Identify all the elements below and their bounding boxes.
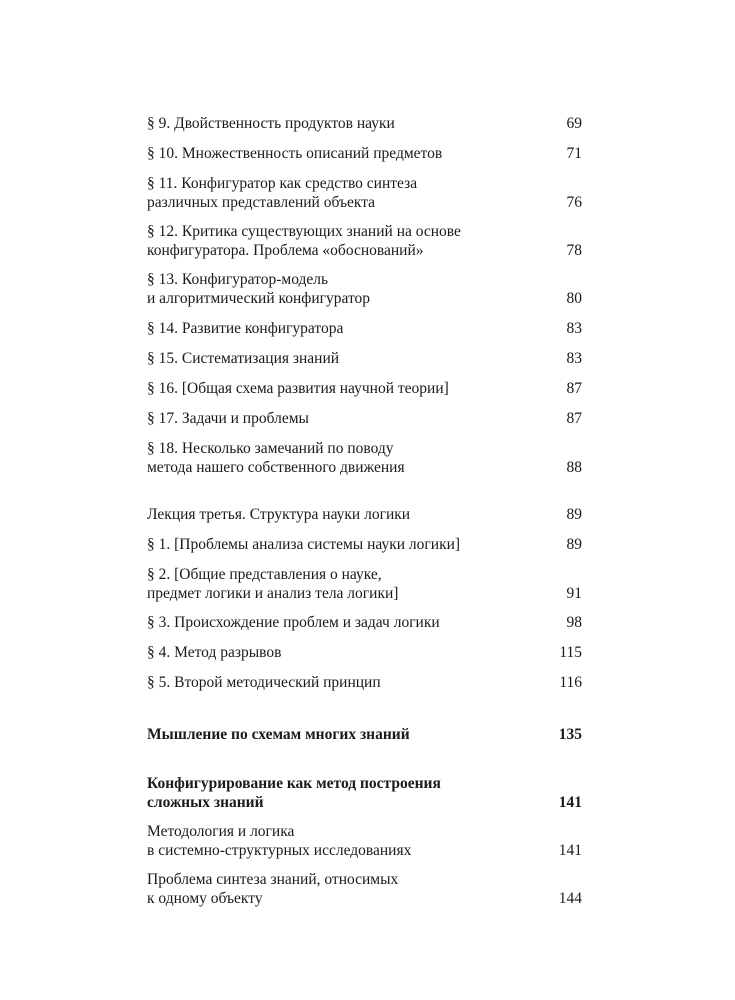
toc-entry (147, 565, 582, 603)
toc-entry-title: Мышление по схемам многих знаний (147, 726, 410, 743)
toc-section-entry (147, 725, 582, 744)
toc-entry (147, 174, 582, 212)
toc-entry-title: Проблема синтеза знаний, относимых (147, 871, 399, 888)
toc-entry-title: Методология и логика (147, 823, 295, 840)
toc-entry-title: § 16. [Общая схема развития научной теории] (147, 380, 449, 397)
toc-entry-title: § 9. Двойственность продуктов науки (147, 115, 395, 132)
toc-entry-page: 116 (559, 674, 582, 691)
toc-entry-title: § 17. Задачи и проблемы (147, 410, 309, 427)
toc-entry (147, 222, 582, 260)
toc-entry-page: 88 (566, 459, 582, 476)
toc-entry-title: различных представлений объекта (147, 194, 376, 211)
toc-entry-title: § 11. Конфигуратор как средство синтеза (147, 175, 418, 192)
toc-entry (147, 349, 582, 368)
toc-entry (147, 643, 582, 662)
toc-entry (147, 870, 582, 908)
toc-entry-title: сложных знаний (147, 794, 264, 811)
toc-entry-title: § 14. Развитие конфигуратора (147, 320, 344, 337)
toc-entry-page: 89 (566, 536, 582, 553)
toc-entry-title: и алгоритмический конфигуратор (147, 290, 371, 307)
toc-entry (147, 822, 582, 860)
toc-entry-page: 98 (566, 614, 582, 631)
toc-entry-page: 89 (566, 506, 582, 523)
toc-entry-title: к одному объекту (147, 890, 263, 907)
toc-section-entry (147, 774, 582, 812)
toc-entry-page: 87 (566, 380, 582, 397)
toc-entry-page: 141 (558, 794, 582, 811)
toc-entry-page: 69 (566, 115, 582, 132)
toc-entry-page: 115 (559, 644, 582, 661)
toc-entry (147, 270, 582, 308)
toc-entry-title: конфигуратора. Проблема «обоснований» (147, 242, 424, 259)
toc-entry-page: 80 (566, 290, 582, 307)
toc-entry (147, 144, 582, 163)
toc-entry-page: 78 (566, 242, 582, 259)
toc-entry-page: 87 (566, 410, 582, 427)
toc-entry-page: 83 (566, 320, 582, 337)
toc-entry-page: 83 (566, 350, 582, 367)
toc-entry-title: Лекция третья. Структура науки логики (147, 506, 411, 523)
toc-entry-title: § 4. Метод разрывов (147, 644, 282, 661)
toc-entry-title: в системно-структурных исследованиях (147, 842, 412, 859)
toc-entry (147, 535, 582, 554)
toc-entry (147, 613, 582, 632)
toc-entry-page: 135 (558, 726, 582, 743)
toc-entry-page: 144 (558, 890, 582, 907)
toc-entry (147, 439, 582, 477)
toc-entry (147, 114, 582, 133)
toc-entry-page: 141 (558, 842, 582, 859)
toc-entry-page: 71 (566, 145, 582, 162)
toc-entry-title: § 12. Критика существующих знаний на основе (147, 223, 461, 240)
toc-entry-title: § 1. [Проблемы анализа системы науки логики] (147, 536, 461, 553)
toc-entry-title: метода нашего собственного движения (147, 459, 405, 476)
toc-entry (147, 505, 582, 524)
toc-entry-page: 76 (566, 194, 582, 211)
toc-entry-title: § 2. [Общие представления о науке, (147, 566, 382, 583)
table-of-contents (147, 114, 582, 908)
toc-entry (147, 379, 582, 398)
toc-entry-title: § 13. Конфигуратор-модель (147, 271, 329, 288)
toc-entry-title: предмет логики и анализ тела логики] (147, 585, 399, 602)
toc-entry-page: 91 (566, 585, 582, 602)
toc-entry-title: § 15. Систематизация знаний (147, 350, 340, 367)
toc-entry-title: § 3. Происхождение проблем и задач логики (147, 614, 440, 631)
toc-entry-title: Конфигурирование как метод построения (147, 775, 441, 792)
toc-entry-title: § 5. Второй методический принцип (147, 674, 381, 691)
toc-entry (147, 673, 582, 692)
toc-entry (147, 319, 582, 338)
toc-entry-title: § 18. Несколько замечаний по поводу (147, 440, 394, 457)
toc-entry-title: § 10. Множественность описаний предметов (147, 145, 443, 162)
toc-entry (147, 409, 582, 428)
